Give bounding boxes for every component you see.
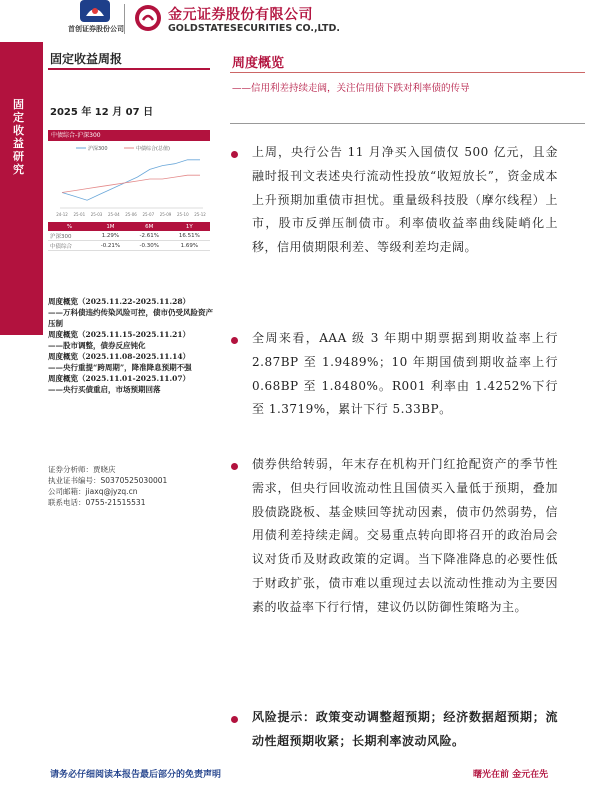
analyst-license: 执业证书编号：S0370525030001 [48, 476, 168, 485]
legend-label-b: 中债综合(总值) [136, 146, 170, 152]
related-report-title: 周度概览（2025.11.08-2025.11.14） [48, 352, 191, 361]
bullet-icon [231, 463, 238, 470]
paragraph-risk: 风险提示：政策变动调整超预期；经济数据超预期；流动性超预期收紧；长期利率波动风险。 [252, 710, 558, 748]
x-tick-label: 25-10 [176, 212, 189, 217]
cell-6m: -0.30% [130, 241, 169, 251]
legend-label-a: 沪深300 [88, 146, 108, 152]
analyst-name: 证券分析师：贾晓庆 [48, 465, 116, 474]
related-report-subtitle: ——央行重提“跨周期”，降准降息预期不强 [48, 363, 192, 372]
parent-logo-text: 首创证券股份公司 [68, 25, 124, 33]
category-strip [0, 42, 43, 335]
related-report-item[interactable] [48, 296, 216, 329]
related-reports [48, 296, 216, 395]
x-tick-label: 24-12 [56, 212, 68, 217]
category-label: 固定收益研究 [13, 98, 24, 176]
header-cell: 6M [130, 222, 169, 231]
footer-disclaimer[interactable]: 请务必仔细阅读本报告最后部分的免责声明 [50, 770, 222, 780]
report-date: 2025 年 12 月 07 日 [50, 107, 154, 118]
x-tick-label: 25-06 [125, 212, 137, 217]
analyst-email[interactable]: 公司邮箱：jiaxq@jyzq.cn [48, 487, 138, 496]
related-report-subtitle: ——股市调整，债券反应钝化 [48, 341, 146, 350]
table-header-row [48, 222, 210, 231]
cell-1m: 1.29% [91, 231, 130, 241]
company-name-cn: 金元证券股份有限公司 [168, 7, 313, 23]
x-tick-label: 25-01 [73, 212, 86, 217]
related-report-item[interactable] [48, 329, 216, 351]
report-type-rule [48, 68, 210, 70]
row-name: 中债综合 [48, 241, 91, 251]
x-tick-label: 25-09 [159, 212, 172, 217]
footer-slogan: 曙光在前 金元在先 [473, 770, 549, 780]
related-report-title: 周度概览（2025.11.01-2025.11.07） [48, 374, 191, 383]
x-tick-label: 25-03 [90, 212, 103, 217]
cell-1m: -0.21% [91, 241, 130, 251]
section-subtitle: ——信用利差持续走阔，关注信用债下跌对利率债的传导 [232, 83, 470, 94]
bullet-icon [231, 151, 238, 158]
index-chart [48, 130, 210, 222]
chart-plot [48, 142, 210, 222]
related-report-item[interactable] [48, 351, 216, 373]
header-divider [124, 4, 125, 34]
cell-6m: -2.61% [130, 231, 169, 241]
company-name-en: GOLDSTATESECURITIES CO.,LTD. [168, 23, 341, 34]
section-title-rule [230, 72, 585, 73]
table-row [48, 231, 210, 241]
chart-header: 中债综合-沪深300 [48, 130, 210, 141]
parent-logo-icon [80, 0, 110, 22]
page-header [0, 0, 600, 42]
analyst-info [48, 464, 218, 508]
table-row [48, 241, 210, 251]
cell-1y: 1.69% [169, 241, 210, 251]
paragraph-summary: 上周，央行公告 11 月净买入国债仅 500 亿元，且金融时报刊文表述央行流动性投放“收短放长”，资金成本上升预期加重债市担忧。重量级科技股（摩尔线程）上市，股市反弹压制债市。利率债收益率曲线陡峭化上移，信用债期限利差、等级利差均走阔。 [252, 145, 558, 255]
row-name: 沪深300 [48, 231, 91, 241]
bullet-icon [231, 337, 238, 344]
related-report-item[interactable] [48, 373, 216, 395]
related-report-subtitle: ——万科债违约传染风险可控，债市仍受风险资产压制 [48, 308, 213, 328]
paragraph-yields: 全周来看，AAA 级 3 年期中期票据到期收益率上行 2.87BP 至 1.9489%；10 年期国债到期收益率上行 0.68BP 至 1.8480%。R001 利率由 1.4252%下行至 1.3719%，累计下行 5.33BP。 [252, 331, 558, 417]
series-line-bond [62, 175, 200, 192]
analyst-phone: 联系电话：0755-21515531 [48, 498, 146, 507]
content-top-rule [230, 123, 585, 124]
x-tick-label: 25-04 [107, 212, 120, 217]
parent-company-logo [66, 0, 126, 40]
goldstate-logo-icon [134, 4, 162, 32]
report-type: 固定收益周报 [50, 52, 123, 66]
related-report-title: 周度概览（2025.11.22-2025.11.28） [48, 297, 191, 306]
performance-table [48, 222, 210, 251]
paragraph-outlook: 债券供给转弱，年末存在机构开门红抢配资产的季节性需求，但央行回收流动性且国债买入量低于预期，叠加股债跷跷板、基金赎回等扰动因素，债市仍然弱势，信用债利差持续走阔。交易重点转向即将召开的政治局会议对货币及财政政策的定调。当下降准降息的必要性低于财政扩张，债市难以重现过去以流动性推动为主要因素的收益率下行行情，建议仍以防御性策略为主。 [252, 457, 558, 614]
header-cell: % [48, 222, 91, 231]
cell-1y: 16.51% [169, 231, 210, 241]
legend [76, 145, 170, 152]
section-title: 周度概览 [232, 56, 285, 71]
x-tick-label: 25-12 [194, 212, 206, 217]
header-cell: 1M [91, 222, 130, 231]
bullet-icon [231, 716, 238, 723]
related-report-subtitle: ——央行买债重启，市场预期回落 [48, 385, 161, 394]
related-report-title: 周度概览（2025.11.15-2025.11.21） [48, 330, 191, 339]
header-cell: 1Y [169, 222, 210, 231]
series-line-hs300 [62, 160, 200, 200]
x-tick-label: 25-07 [142, 212, 155, 217]
x-tick-labels [56, 212, 206, 217]
